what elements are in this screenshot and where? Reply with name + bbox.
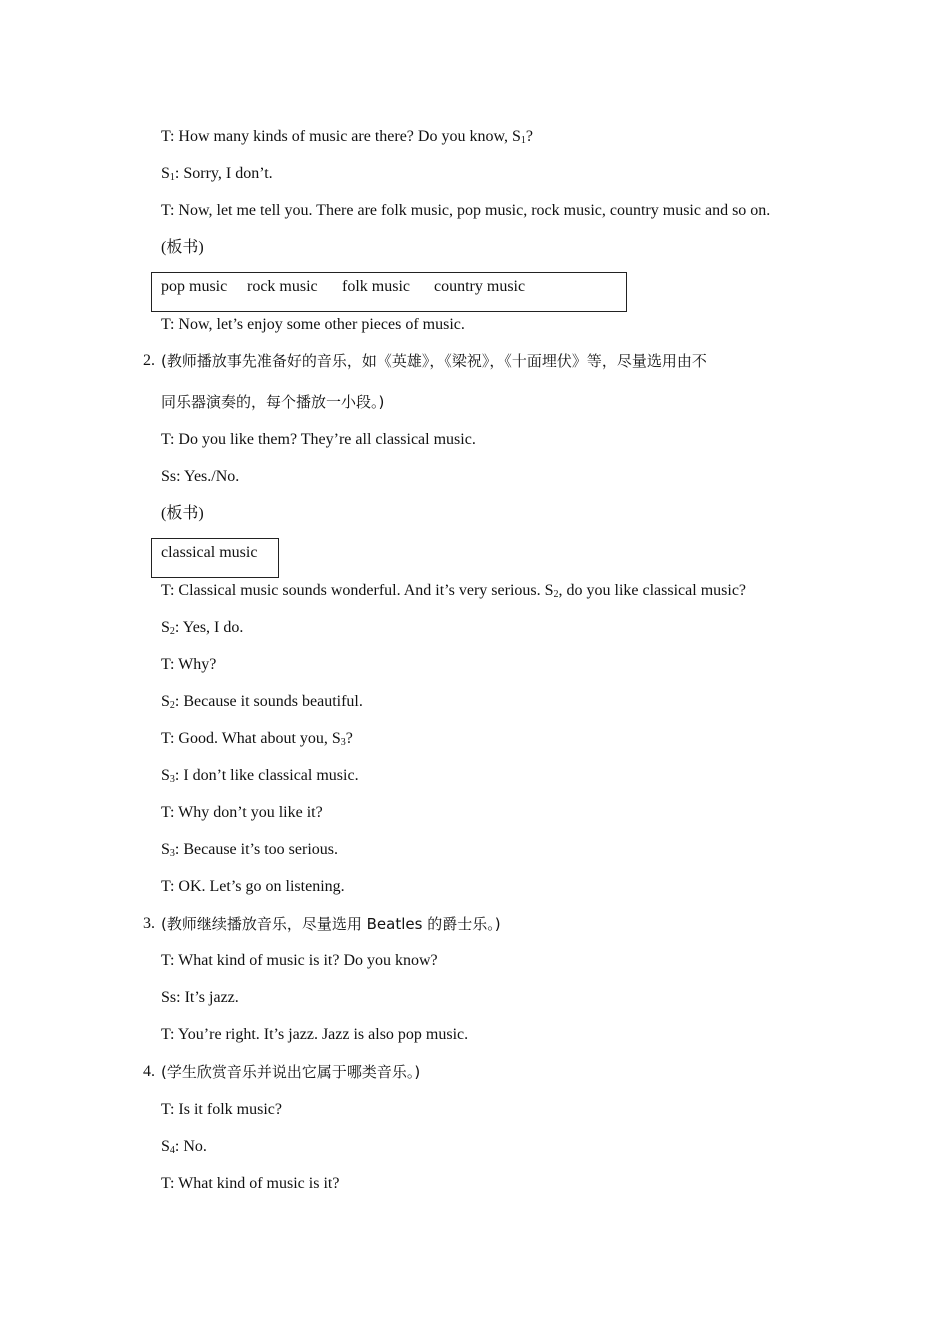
instruction-line: (学生欣赏音乐并说出它属于哪类音乐。) (161, 1063, 421, 1081)
board-term: rock music (247, 278, 318, 295)
step-number: 4. (143, 1063, 155, 1080)
board-box-music-types (151, 272, 627, 312)
dialogue-line: T: You’re right. It’s jazz. Jazz is also pop music. (161, 1026, 469, 1043)
board-note: (板书) (161, 239, 204, 256)
dialogue-line: T: Do you like them? They’re all classical music. (161, 431, 476, 448)
instruction-line: (教师播放事先准备好的音乐，如《英雄》，《梁祝》，《十面埋伏》等，尽量选用由不 (161, 352, 707, 370)
board-term: classical music (161, 544, 258, 561)
dialogue-line: T: Classical music sounds wonderful. And it’s very serious. $S_2$, do you like classical music? (161, 582, 747, 600)
dialogue-line: T: What kind of music is it? (161, 1175, 340, 1192)
dialogue-line: T: Now, let me tell you. There are folk music, pop music, rock music, country music and so on. (161, 202, 771, 219)
dialogue-line: T: Now, let’s enjoy some other pieces of music. (161, 316, 465, 333)
dialogue-line: $S_3$: I don’t like classical music. (161, 767, 359, 785)
board-note: (板书) (161, 505, 204, 522)
step-number: 2. (143, 352, 155, 369)
dialogue-line: $S_2$: Because it sounds beautiful. (161, 693, 363, 711)
dialogue-line: T: OK. Let’s go on listening. (161, 878, 345, 895)
instruction-line: (教师继续播放音乐，尽量选用 Beatles 的爵士乐。) (161, 915, 501, 933)
dialogue-line: $S_1$: Sorry, I don’t. (161, 165, 273, 183)
instruction-line: 同乐器演奏的，每个播放一小段。) (161, 393, 385, 411)
board-term: country music (434, 278, 526, 295)
dialogue-line: $S_3$: Because it’s too serious. (161, 841, 338, 859)
dialogue-line: $S_4$: No. (161, 1138, 207, 1156)
board-box-classical (151, 538, 279, 578)
dialogue-line: T: What kind of music is it? Do you know? (161, 952, 438, 969)
dialogue-line: T: Is it folk music? (161, 1101, 282, 1118)
dialogue-line: T: Why? (161, 656, 217, 673)
board-term: folk music (342, 278, 410, 295)
dialogue-line: Ss: It’s jazz. (161, 989, 239, 1006)
dialogue-line: $S_2$: Yes, I do. (161, 619, 244, 637)
dialogue-line: Ss: Yes./No. (161, 468, 240, 485)
step-number: 3. (143, 915, 155, 932)
dialogue-line: T: Why don’t you like it? (161, 804, 323, 821)
board-term: pop music (161, 278, 228, 295)
dialogue-line: T: How many kinds of music are there? Do you know, $S_1$? (161, 128, 533, 146)
dialogue-line: T: Good. What about you, $S_3$? (161, 730, 353, 748)
